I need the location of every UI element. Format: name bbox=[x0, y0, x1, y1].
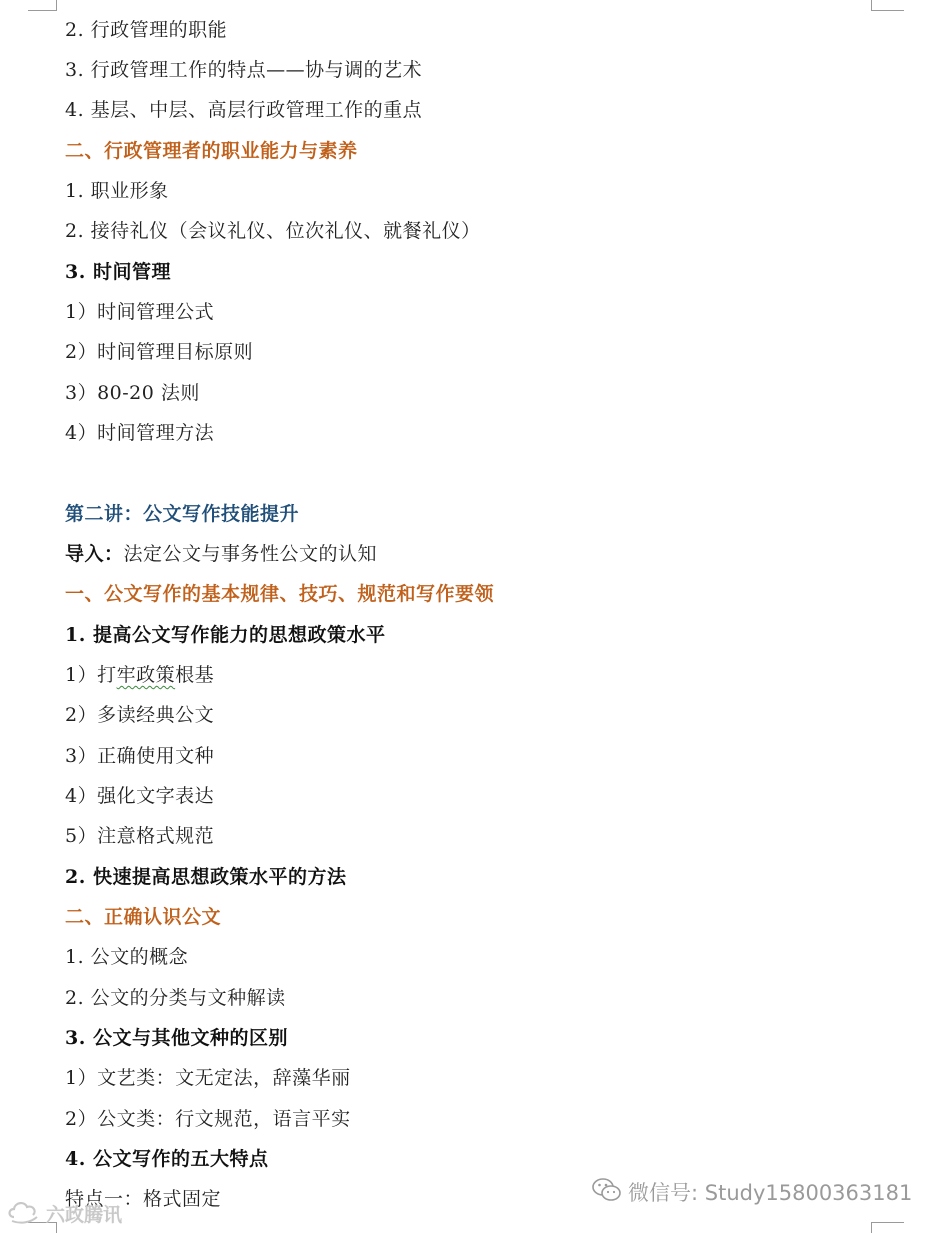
spellcheck-marked-text[interactable]: 牢政策 bbox=[116, 664, 176, 686]
list-item: 2. 公文的分类与文种解读 bbox=[65, 987, 286, 1009]
subheading: 3. 公文与其他文种的区别 bbox=[65, 1027, 288, 1049]
page-corner-mark bbox=[28, 0, 57, 11]
intro-text: 法定公文与事务性公文的认知 bbox=[123, 543, 378, 565]
list-item: 1. 职业形象 bbox=[65, 180, 169, 202]
cloud-logo-icon bbox=[6, 1197, 42, 1230]
brand-watermark-label: 六政腾讯 bbox=[46, 1203, 123, 1226]
list-item-suffix: 根基 bbox=[175, 664, 215, 686]
subheading: 4. 公文写作的五大特点 bbox=[65, 1148, 269, 1170]
list-item: 2. 接待礼仪（会议礼仪、位次礼仪、就餐礼仪） bbox=[65, 220, 481, 242]
subheading: 1. 提高公文写作能力的思想政策水平 bbox=[65, 624, 386, 646]
lecture-title: 第二讲：公文写作技能提升 bbox=[65, 503, 300, 525]
list-item: 2）时间管理目标原则 bbox=[65, 341, 254, 363]
wechat-icon bbox=[592, 1177, 622, 1208]
list-item: 3. 行政管理工作的特点——协与调的艺术 bbox=[65, 59, 423, 81]
wechat-id-label: 微信号: Study15800363181 bbox=[628, 1181, 913, 1205]
intro-label: 导入： bbox=[65, 543, 124, 565]
subheading: 3. 时间管理 bbox=[65, 261, 171, 283]
page-corner-mark bbox=[871, 1222, 904, 1233]
list-item: 4. 基层、中层、高层行政管理工作的重点 bbox=[65, 99, 423, 121]
list-item: 2）公文类：行文规范，语言平实 bbox=[65, 1108, 351, 1130]
list-item bbox=[65, 663, 214, 687]
list-item-prefix: 1）打 bbox=[65, 664, 117, 686]
section-heading: 一、公文写作的基本规律、技巧、规范和写作要领 bbox=[65, 583, 495, 605]
list-item: 1. 公文的概念 bbox=[65, 946, 189, 968]
wechat-watermark bbox=[592, 1174, 912, 1210]
list-item: 3）正确使用文种 bbox=[65, 745, 215, 767]
list-item: 3）80-20 法则 bbox=[65, 382, 200, 404]
list-item: 2）多读经典公文 bbox=[65, 704, 215, 726]
section-heading: 二、正确认识公文 bbox=[65, 906, 222, 928]
list-item: 1）文艺类：文无定法，辞藻华丽 bbox=[65, 1067, 351, 1089]
list-item: 5）注意格式规范 bbox=[65, 825, 215, 847]
list-item: 2. 行政管理的职能 bbox=[65, 19, 228, 41]
brand-watermark bbox=[6, 1196, 122, 1230]
list-item: 1）时间管理公式 bbox=[65, 301, 215, 323]
list-item: 4）时间管理方法 bbox=[65, 422, 215, 444]
section-heading: 二、行政管理者的职业能力与素养 bbox=[65, 140, 358, 162]
list-item: 4）强化文字表达 bbox=[65, 785, 215, 807]
subheading: 2. 快速提高思想政策水平的方法 bbox=[65, 866, 347, 888]
list-item: 特点一：格式固定 bbox=[65, 1188, 222, 1210]
page-corner-mark bbox=[871, 0, 904, 11]
intro-line bbox=[65, 542, 377, 566]
